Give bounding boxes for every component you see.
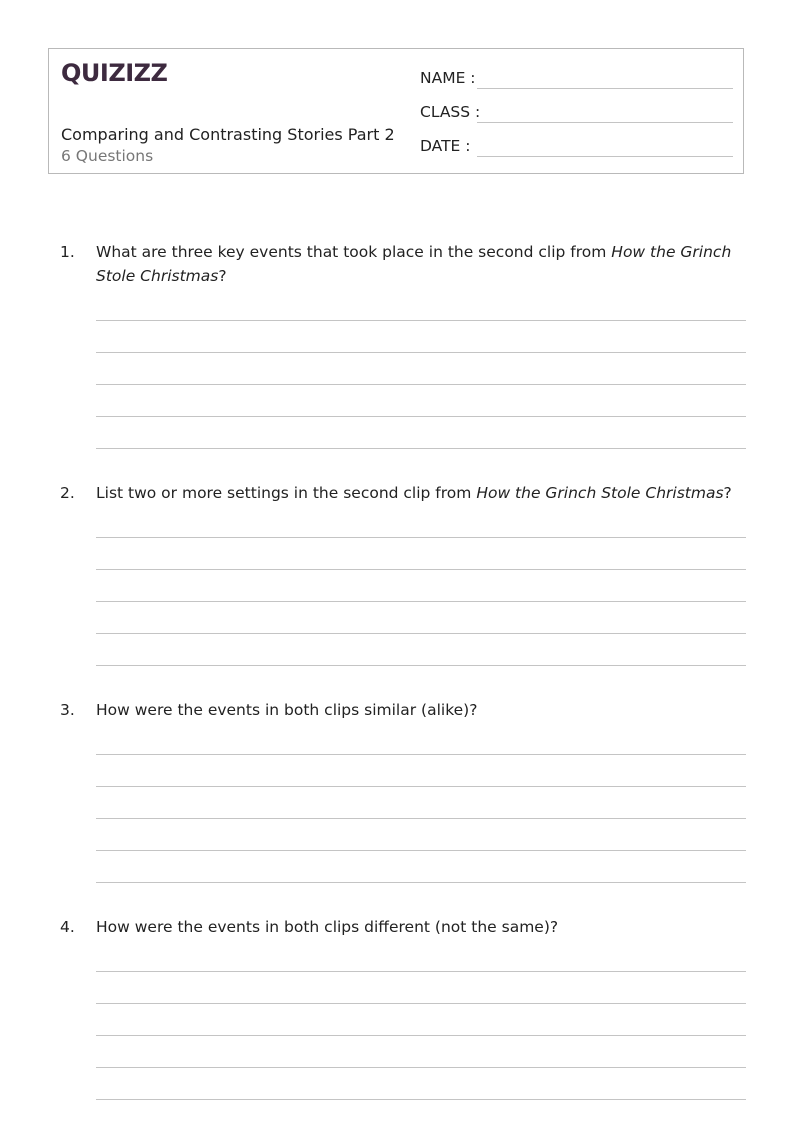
worksheet-header (48, 48, 744, 174)
name-label: NAME : (420, 69, 476, 87)
question-number: 3. (60, 701, 75, 719)
answer-line (96, 882, 746, 883)
question-text: How were the events in both clips similar (alike)? (96, 701, 478, 719)
question-text: How were the events in both clips different (not the same)? (96, 918, 559, 936)
quizizz-logo: QUIZIZZ (61, 59, 168, 87)
answer-line (96, 971, 746, 972)
answer-line (96, 1067, 746, 1068)
answer-line (96, 665, 746, 666)
answer-line (96, 320, 746, 321)
answer-line (96, 537, 746, 538)
answer-line (96, 1035, 746, 1036)
answer-line (96, 416, 746, 417)
answer-line (96, 633, 746, 634)
worksheet-title: Comparing and Contrasting Stories Part 2 (61, 125, 395, 144)
question-count: 6 Questions (61, 147, 154, 165)
question-number: 2. (60, 484, 75, 502)
class-write-line (477, 122, 733, 123)
answer-line (96, 754, 746, 755)
answer-line (96, 569, 746, 570)
answer-line (96, 1003, 746, 1004)
class-label: CLASS : (420, 103, 481, 121)
date-write-line (477, 156, 733, 157)
question-number: 4. (60, 918, 75, 936)
name-write-line (477, 88, 733, 89)
class-field (420, 101, 733, 123)
question-text: List two or more settings in the second clip from How the Grinch Stole Christmas? (96, 484, 732, 502)
answer-line (96, 448, 746, 449)
answer-line (96, 352, 746, 353)
name-field (420, 67, 733, 89)
answer-line (96, 1099, 746, 1100)
answer-line (96, 850, 746, 851)
answer-line (96, 786, 746, 787)
answer-line (96, 818, 746, 819)
question-text: What are three key events that took place in the second clip from How the Grinch Stole Christmas? (96, 243, 732, 285)
answer-line (96, 384, 746, 385)
date-label: DATE : (420, 137, 471, 155)
date-field (420, 135, 733, 157)
question-number: 1. (60, 243, 75, 261)
answer-line (96, 601, 746, 602)
